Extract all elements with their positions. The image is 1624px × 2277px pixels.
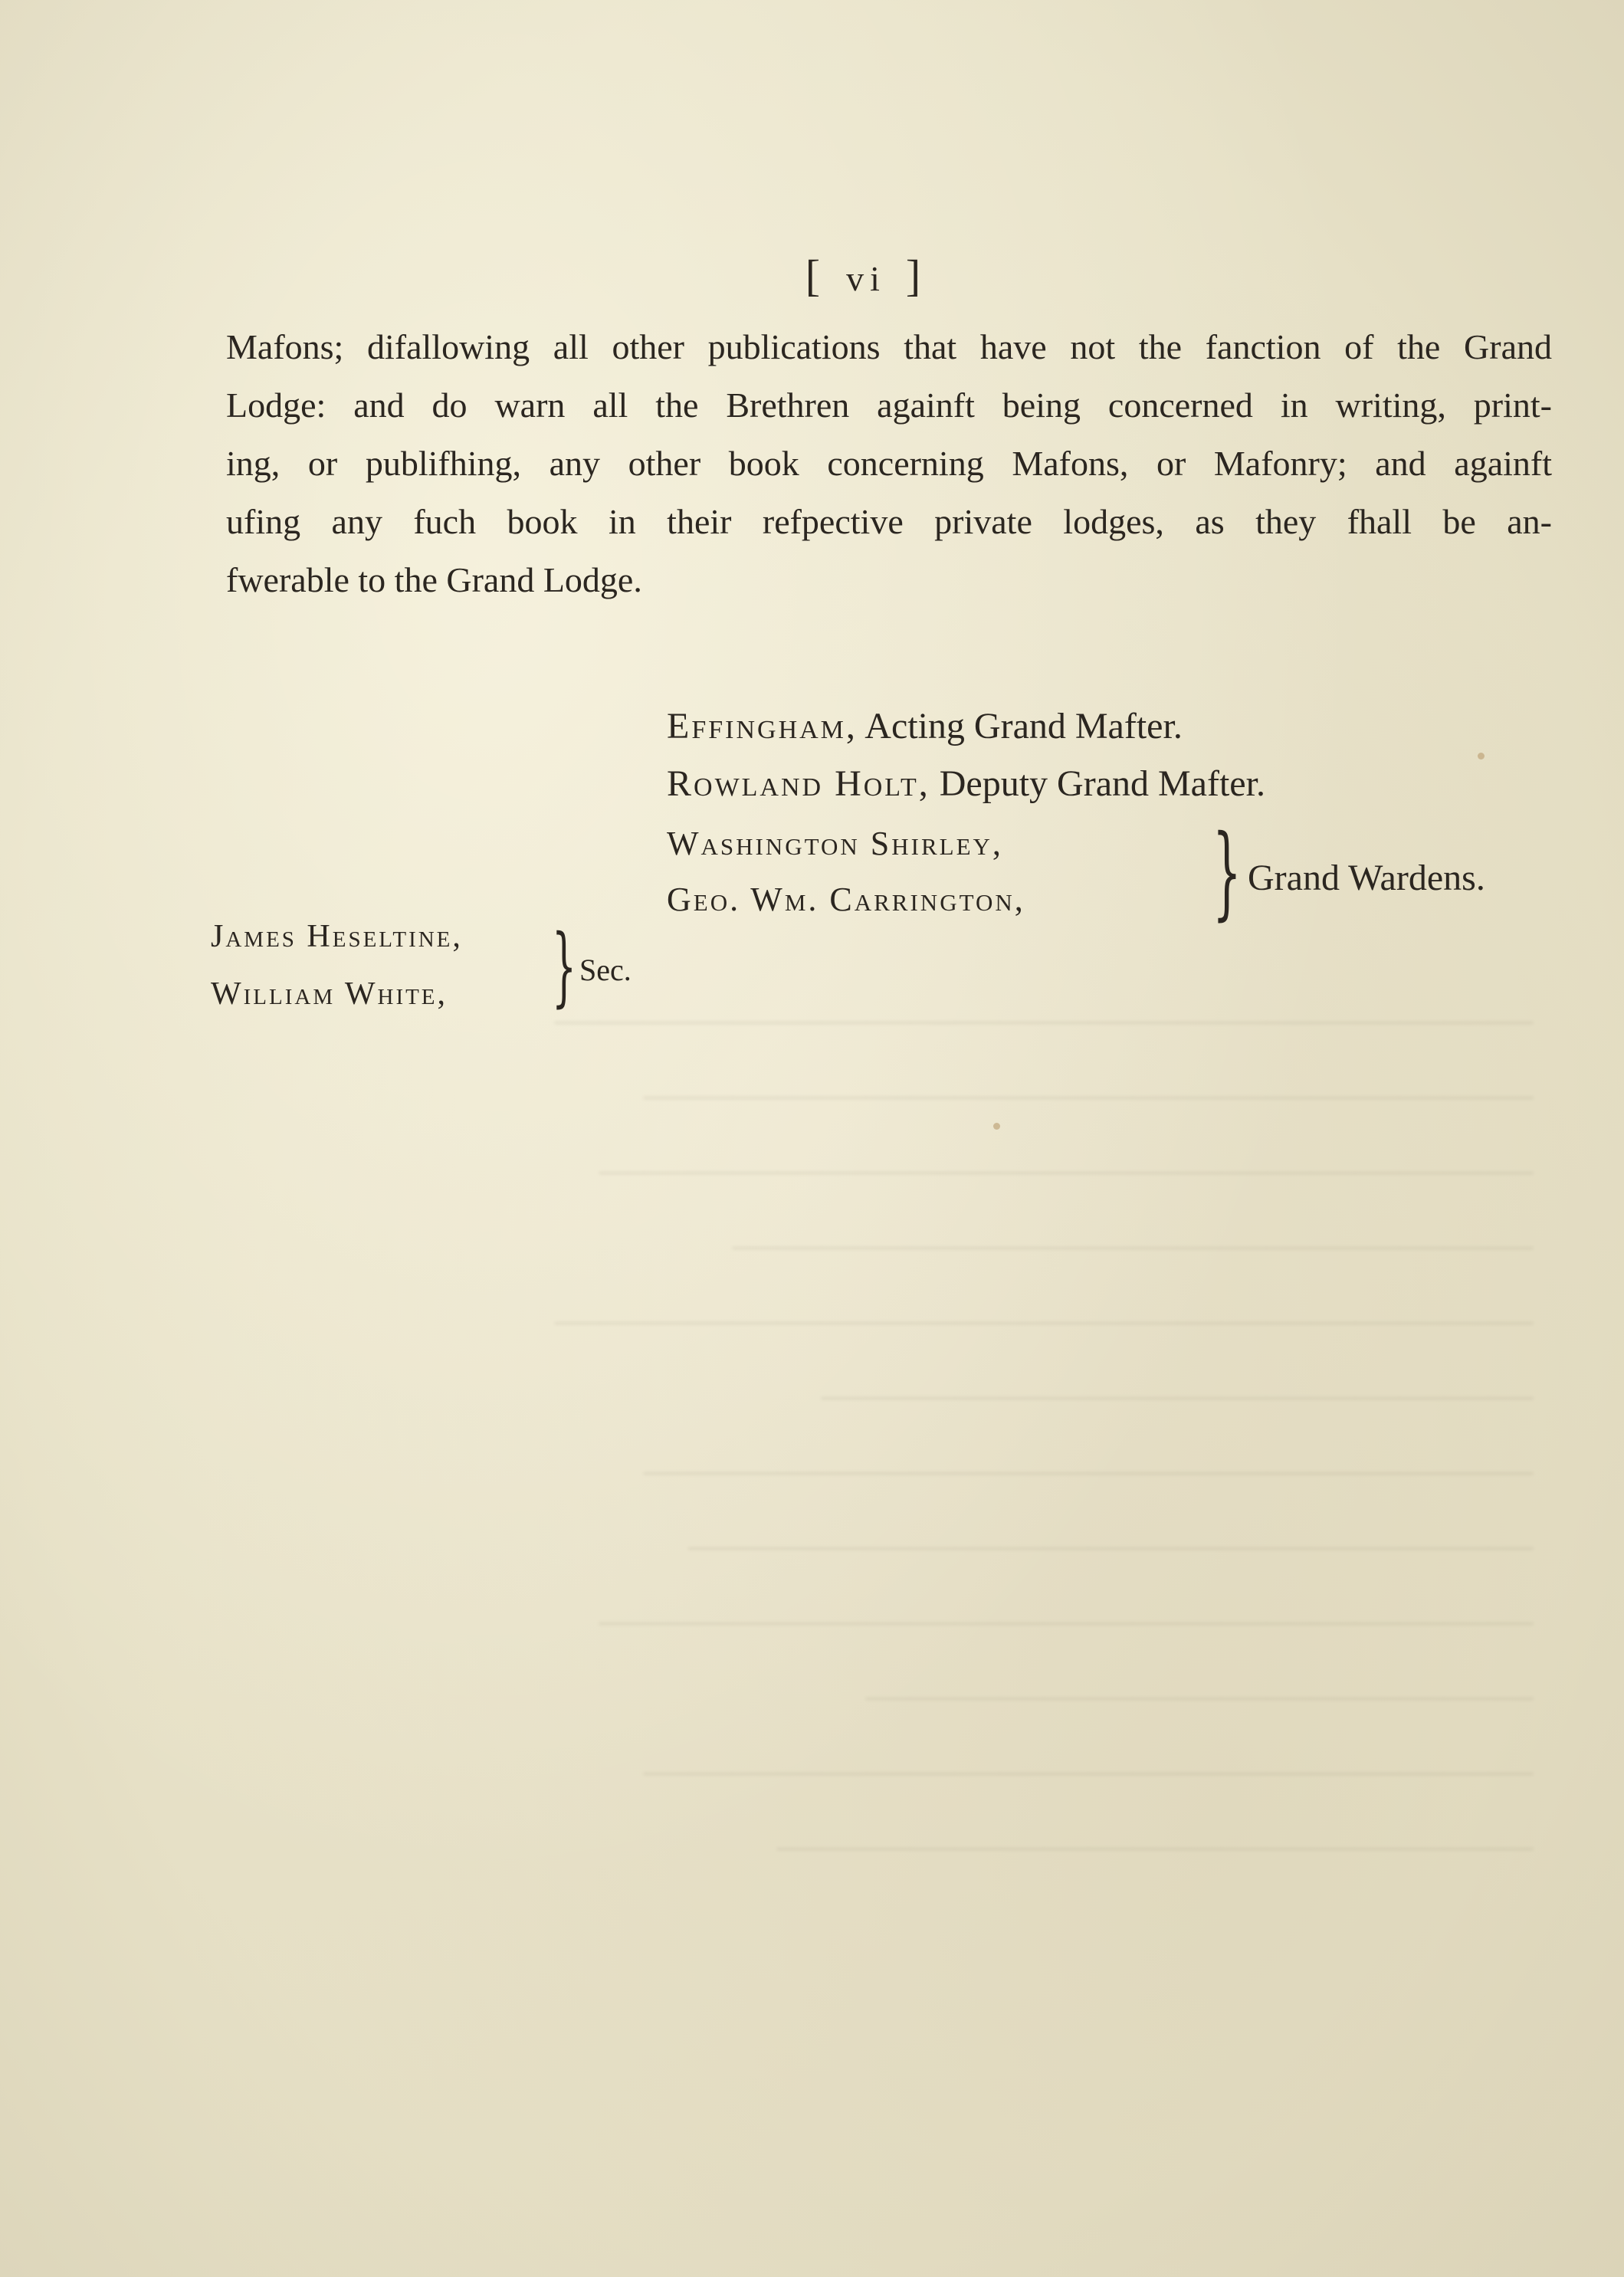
signatory-name: Effingham,: [667, 706, 858, 746]
body-line: ing, or publifhing, any other book concerning Mafons, or Mafonry; and againft: [226, 444, 1552, 483]
body-line: ufing any fuch book in their refpective private lodges, as they fhall be an-: [226, 502, 1552, 541]
paper-speck: [1478, 753, 1485, 760]
secretaries-label: Sec.: [579, 953, 632, 987]
signature-white: [211, 976, 448, 1012]
page-number-open: [: [805, 251, 827, 300]
signatory-name: William White,: [211, 976, 448, 1012]
wardens-brace: }: [1212, 813, 1242, 931]
signature-effingham: [667, 705, 1183, 747]
signatory-title: Deputy Grand Mafter.: [939, 763, 1265, 804]
page-number-close: ]: [905, 251, 927, 300]
body-line: Lodge: and do warn all the Brethren againft being concerned in writing, print-: [226, 386, 1552, 425]
signatory-name: Geo. Wm. Carrington,: [667, 881, 1025, 918]
grand-wardens-label: Grand Wardens.: [1248, 858, 1485, 898]
signatory-name: James Heseltine,: [211, 919, 463, 954]
body-line: fwerable to the Grand Lodge.: [226, 560, 642, 599]
signature-carrington: [667, 880, 1025, 919]
body-line: Mafons; difallowing all other publications that have not the fanction of the Grand: [226, 327, 1552, 366]
signatory-title: Acting Grand Mafter.: [864, 706, 1183, 746]
signature-holt: [667, 763, 1265, 805]
page-number: [0, 250, 1624, 301]
signatory-name: Rowland Holt,: [667, 763, 930, 804]
show-through-decoration: —————————————————————— ———————————————————— ————————————————————— —————————————————— —————————————————————— ———————————————— ———————————————————— ——————————————————— ————————————————————— ——————————————— ———————————————————— —————————————————: [555, 993, 1533, 1869]
paper-speck: [993, 1123, 1000, 1130]
signature-shirley: [667, 824, 1003, 863]
body-paragraph: [226, 318, 1552, 609]
page-number-value: vi: [846, 259, 886, 298]
signature-heseltine: [211, 918, 463, 955]
signatory-name: Washington Shirley,: [667, 825, 1003, 862]
secretaries-brace: }: [552, 917, 577, 1016]
